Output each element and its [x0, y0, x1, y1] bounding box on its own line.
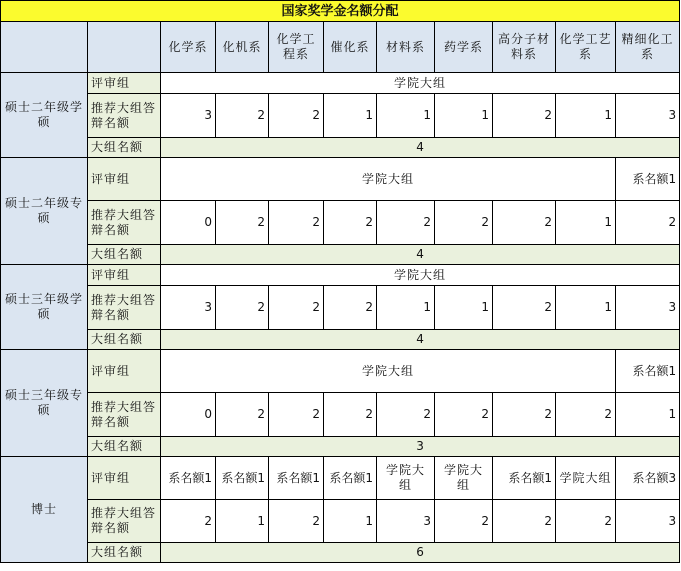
review-cell: 系名额1	[269, 457, 324, 500]
recommend-cell: 2	[269, 393, 324, 437]
group-quota: 3	[161, 437, 680, 457]
row-label-review: 评审组	[88, 73, 161, 94]
column-header: 催化系	[324, 22, 377, 73]
review-cell: 系名额1	[161, 457, 216, 500]
row-label-recommend: 推荐大组答辩名额	[88, 201, 161, 245]
recommend-cell: 3	[377, 500, 435, 543]
review-merged: 学院大组	[161, 158, 616, 201]
recommend-cell: 1	[435, 94, 493, 138]
category-label: 博士	[1, 457, 88, 563]
recommend-cell: 2	[216, 393, 269, 437]
recommend-cell: 2	[269, 500, 324, 543]
review-cell: 学院大组	[435, 457, 493, 500]
recommend-cell: 0	[161, 201, 216, 245]
recommend-cell: 2	[324, 201, 377, 245]
row-label-review: 评审组	[88, 158, 161, 201]
recommend-cell: 3	[616, 500, 680, 543]
recommend-cell: 2	[216, 286, 269, 330]
recommend-cell: 1	[324, 94, 377, 138]
recommend-cell: 1	[216, 500, 269, 543]
column-header: 精细化工系	[616, 22, 680, 73]
row-label-recommend: 推荐大组答辩名额	[88, 94, 161, 138]
group-quota: 4	[161, 330, 680, 350]
column-header: 药学系	[435, 22, 493, 73]
row-label-group-quota: 大组名额	[88, 330, 161, 350]
column-header: 化机系	[216, 22, 269, 73]
recommend-cell: 2	[216, 201, 269, 245]
recommend-cell: 2	[216, 94, 269, 138]
recommend-cell: 1	[377, 286, 435, 330]
group-quota: 6	[161, 543, 680, 563]
recommend-cell: 2	[161, 500, 216, 543]
review-cell: 学院大组	[377, 457, 435, 500]
row-label-group-quota: 大组名额	[88, 138, 161, 158]
recommend-cell: 3	[616, 94, 680, 138]
header-blank	[1, 22, 88, 73]
category-label: 硕士三年级学硕	[1, 265, 88, 350]
row-label-review: 评审组	[88, 350, 161, 393]
review-cell: 系名额1	[616, 350, 680, 393]
recommend-cell: 1	[616, 393, 680, 437]
recommend-cell: 1	[556, 94, 616, 138]
review-merged: 学院大组	[161, 350, 616, 393]
recommend-cell: 2	[556, 393, 616, 437]
recommend-cell: 2	[269, 201, 324, 245]
category-label: 硕士二年级专硕	[1, 158, 88, 265]
row-label-group-quota: 大组名额	[88, 543, 161, 563]
recommend-cell: 2	[269, 286, 324, 330]
recommend-cell: 2	[493, 393, 556, 437]
recommend-cell: 3	[616, 286, 680, 330]
recommend-cell: 1	[324, 500, 377, 543]
recommend-cell: 2	[493, 201, 556, 245]
review-cell: 系名额1	[493, 457, 556, 500]
row-label-group-quota: 大组名额	[88, 437, 161, 457]
recommend-cell: 2	[493, 286, 556, 330]
recommend-cell: 0	[161, 393, 216, 437]
recommend-cell: 2	[269, 94, 324, 138]
recommend-cell: 2	[435, 500, 493, 543]
recommend-cell: 2	[435, 201, 493, 245]
recommend-cell: 2	[324, 286, 377, 330]
review-cell: 学院大组	[556, 457, 616, 500]
recommend-cell: 1	[556, 201, 616, 245]
recommend-cell: 2	[377, 393, 435, 437]
column-header: 材料系	[377, 22, 435, 73]
review-cell: 系名额1	[324, 457, 377, 500]
category-label: 硕士二年级学硕	[1, 73, 88, 158]
row-label-group-quota: 大组名额	[88, 245, 161, 265]
row-label-review: 评审组	[88, 265, 161, 286]
recommend-cell: 2	[324, 393, 377, 437]
recommend-cell: 2	[493, 94, 556, 138]
row-label-recommend: 推荐大组答辩名额	[88, 393, 161, 437]
recommend-cell: 3	[161, 94, 216, 138]
recommend-cell: 2	[616, 201, 680, 245]
review-merged: 学院大组	[161, 73, 680, 94]
table-title: 国家奖学金名额分配	[1, 1, 680, 22]
row-label-recommend: 推荐大组答辩名额	[88, 286, 161, 330]
recommend-cell: 2	[377, 201, 435, 245]
recommend-cell: 1	[556, 286, 616, 330]
column-header: 化学系	[161, 22, 216, 73]
review-merged: 学院大组	[161, 265, 680, 286]
recommend-cell: 2	[556, 500, 616, 543]
review-cell: 系名额1	[216, 457, 269, 500]
header-blank	[88, 22, 161, 73]
row-label-recommend: 推荐大组答辩名额	[88, 500, 161, 543]
recommend-cell: 2	[435, 393, 493, 437]
review-cell: 系名额1	[616, 158, 680, 201]
recommend-cell: 1	[435, 286, 493, 330]
recommend-cell: 1	[377, 94, 435, 138]
column-header: 化学工程系	[269, 22, 324, 73]
column-header: 高分子材料系	[493, 22, 556, 73]
column-header: 化学工艺系	[556, 22, 616, 73]
recommend-cell: 2	[493, 500, 556, 543]
group-quota: 4	[161, 245, 680, 265]
group-quota: 4	[161, 138, 680, 158]
recommend-cell: 3	[161, 286, 216, 330]
row-label-review: 评审组	[88, 457, 161, 500]
review-cell: 系名额3	[616, 457, 680, 500]
category-label: 硕士三年级专硕	[1, 350, 88, 457]
